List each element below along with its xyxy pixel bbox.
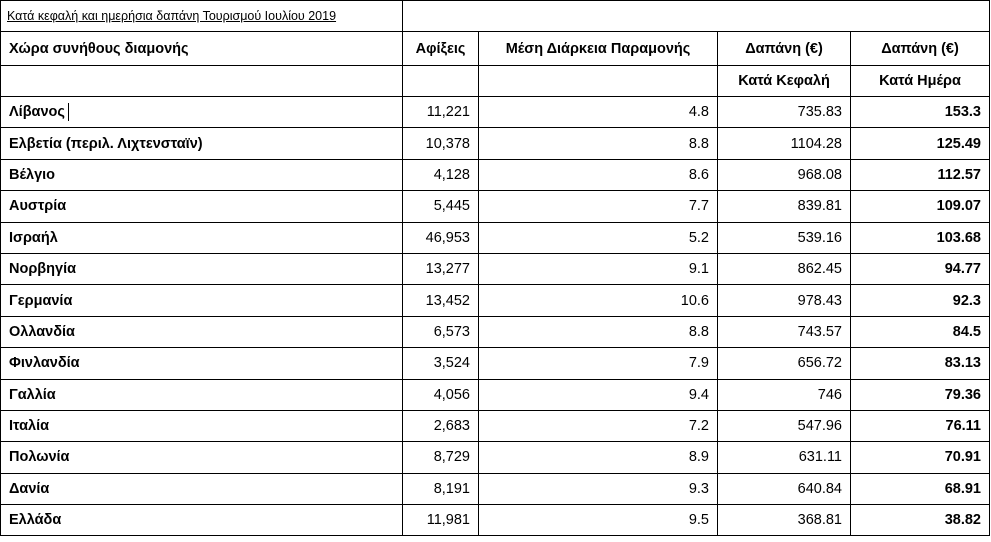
per-head-cell[interactable]: 1104.28 xyxy=(718,128,851,159)
empty-cell[interactable] xyxy=(403,1,990,32)
avg-stay-cell[interactable]: 8.9 xyxy=(479,442,718,473)
per-day-cell[interactable]: 83.13 xyxy=(851,348,990,379)
avg-stay-cell[interactable]: 9.5 xyxy=(479,505,718,536)
per-head-cell[interactable]: 978.43 xyxy=(718,285,851,316)
avg-stay-cell[interactable]: 8.8 xyxy=(479,316,718,347)
table-row xyxy=(1,159,990,190)
per-day-cell[interactable]: 153.3 xyxy=(851,97,990,128)
table-row xyxy=(1,505,990,536)
avg-stay-cell[interactable]: 7.7 xyxy=(479,191,718,222)
country-cell[interactable]: Ελβετία (περιλ. Λιχτενσταϊν) xyxy=(1,128,403,159)
header-spend-per-day[interactable]: Δαπάνη (€) xyxy=(851,32,990,66)
arrivals-cell[interactable]: 11,981 xyxy=(403,505,479,536)
avg-stay-cell[interactable]: 9.3 xyxy=(479,473,718,504)
table-row xyxy=(1,191,990,222)
per-head-cell[interactable]: 968.08 xyxy=(718,159,851,190)
text-cursor xyxy=(68,103,69,121)
country-cell[interactable]: Ισραήλ xyxy=(1,222,403,253)
per-head-cell[interactable]: 539.16 xyxy=(718,222,851,253)
per-day-cell[interactable]: 103.68 xyxy=(851,222,990,253)
per-head-cell[interactable]: 631.11 xyxy=(718,442,851,473)
per-head-cell[interactable]: 743.57 xyxy=(718,316,851,347)
country-cell[interactable]: Ελλάδα xyxy=(1,505,403,536)
per-head-cell[interactable]: 735.83 xyxy=(718,97,851,128)
table-row xyxy=(1,348,990,379)
avg-stay-cell[interactable]: 8.8 xyxy=(479,128,718,159)
header-spend-per-head[interactable]: Δαπάνη (€) xyxy=(718,32,851,66)
country-cell[interactable]: Φινλανδία xyxy=(1,348,403,379)
table-row xyxy=(1,253,990,284)
per-day-cell[interactable]: 112.57 xyxy=(851,159,990,190)
arrivals-cell[interactable]: 3,524 xyxy=(403,348,479,379)
arrivals-cell[interactable]: 2,683 xyxy=(403,410,479,441)
country-cell[interactable]: Αυστρία xyxy=(1,191,403,222)
per-day-cell[interactable]: 38.82 xyxy=(851,505,990,536)
per-head-cell[interactable]: 862.45 xyxy=(718,253,851,284)
avg-stay-cell[interactable]: 7.2 xyxy=(479,410,718,441)
per-head-cell[interactable]: 839.81 xyxy=(718,191,851,222)
header-country[interactable]: Χώρα συνήθους διαμονής xyxy=(1,32,403,66)
per-day-cell[interactable]: 76.11 xyxy=(851,410,990,441)
avg-stay-cell[interactable]: 4.8 xyxy=(479,97,718,128)
arrivals-cell[interactable]: 4,056 xyxy=(403,379,479,410)
arrivals-cell[interactable]: 46,953 xyxy=(403,222,479,253)
per-day-cell[interactable]: 94.77 xyxy=(851,253,990,284)
country-cell[interactable]: Δανία xyxy=(1,473,403,504)
per-head-cell[interactable]: 746 xyxy=(718,379,851,410)
avg-stay-cell[interactable]: 9.4 xyxy=(479,379,718,410)
empty-cell[interactable] xyxy=(1,66,403,97)
per-day-cell[interactable]: 92.3 xyxy=(851,285,990,316)
title-row xyxy=(1,1,990,32)
avg-stay-cell[interactable]: 7.9 xyxy=(479,348,718,379)
country-cell[interactable]: Γερμανία xyxy=(1,285,403,316)
arrivals-cell[interactable]: 5,445 xyxy=(403,191,479,222)
per-head-cell[interactable]: 368.81 xyxy=(718,505,851,536)
arrivals-cell[interactable]: 11,221 xyxy=(403,97,479,128)
subheader-row xyxy=(1,66,990,97)
table-row xyxy=(1,97,990,128)
arrivals-cell[interactable]: 13,277 xyxy=(403,253,479,284)
per-head-cell[interactable]: 547.96 xyxy=(718,410,851,441)
subheader-per-day[interactable]: Κατά Ημέρα xyxy=(851,66,990,97)
avg-stay-cell[interactable]: 10.6 xyxy=(479,285,718,316)
table-row xyxy=(1,473,990,504)
country-cell[interactable]: Ιταλία xyxy=(1,410,403,441)
per-head-cell[interactable]: 656.72 xyxy=(718,348,851,379)
arrivals-cell[interactable]: 6,573 xyxy=(403,316,479,347)
per-day-cell[interactable]: 79.36 xyxy=(851,379,990,410)
country-cell[interactable]: Ολλανδία xyxy=(1,316,403,347)
arrivals-cell[interactable]: 13,452 xyxy=(403,285,479,316)
subheader-per-head[interactable]: Κατά Κεφαλή xyxy=(718,66,851,97)
avg-stay-cell[interactable]: 8.6 xyxy=(479,159,718,190)
per-day-cell[interactable]: 70.91 xyxy=(851,442,990,473)
arrivals-cell[interactable]: 8,729 xyxy=(403,442,479,473)
country-cell[interactable]: Πολωνία xyxy=(1,442,403,473)
table-row xyxy=(1,442,990,473)
per-head-cell[interactable]: 640.84 xyxy=(718,473,851,504)
arrivals-cell[interactable]: 8,191 xyxy=(403,473,479,504)
table-row xyxy=(1,379,990,410)
header-row xyxy=(1,32,990,66)
per-day-cell[interactable]: 109.07 xyxy=(851,191,990,222)
avg-stay-cell[interactable]: 5.2 xyxy=(479,222,718,253)
table-row xyxy=(1,285,990,316)
table-row xyxy=(1,222,990,253)
table-row xyxy=(1,410,990,441)
header-arrivals[interactable]: Αφίξεις xyxy=(403,32,479,66)
empty-cell[interactable] xyxy=(479,66,718,97)
country-cell[interactable]: Λίβανος xyxy=(1,97,403,128)
table-row xyxy=(1,128,990,159)
empty-cell[interactable] xyxy=(403,66,479,97)
table-row xyxy=(1,316,990,347)
country-cell[interactable]: Νορβηγία xyxy=(1,253,403,284)
table-title[interactable]: Κατά κεφαλή και ημερήσια δαπάνη Τουρισμού Ιουλίου 2019 xyxy=(1,1,403,32)
arrivals-cell[interactable]: 4,128 xyxy=(403,159,479,190)
per-day-cell[interactable]: 125.49 xyxy=(851,128,990,159)
arrivals-cell[interactable]: 10,378 xyxy=(403,128,479,159)
per-day-cell[interactable]: 84.5 xyxy=(851,316,990,347)
country-cell[interactable]: Βέλγιο xyxy=(1,159,403,190)
header-avg-stay[interactable]: Μέση Διάρκεια Παραμονής xyxy=(479,32,718,66)
country-cell[interactable]: Γαλλία xyxy=(1,379,403,410)
avg-stay-cell[interactable]: 9.1 xyxy=(479,253,718,284)
per-day-cell[interactable]: 68.91 xyxy=(851,473,990,504)
